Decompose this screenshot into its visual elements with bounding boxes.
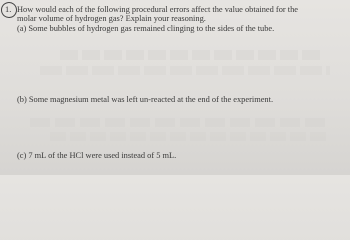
question-part-b: (b) Some magnesium metal was left un-reacted at the end of the experiment. [17,95,274,104]
question-part-c: (c) 7 mL of the HCl were used instead of 5 mL. [17,151,177,160]
question-number: 1. [5,5,12,14]
bleed-through-texture [60,50,320,60]
bleed-through-texture [50,132,330,141]
question-stem-line-1: How would each of the following procedural errors affect the value obtained for the [17,5,298,14]
question-part-a: (a) Some bubbles of hydrogen gas remained clinging to the sides of the tube. [17,24,275,33]
bleed-through-texture [40,66,330,75]
bleed-through-texture [30,118,330,127]
question-stem-line-2: molar volume of hydrogen gas? Explain your reasoning. [17,14,206,23]
